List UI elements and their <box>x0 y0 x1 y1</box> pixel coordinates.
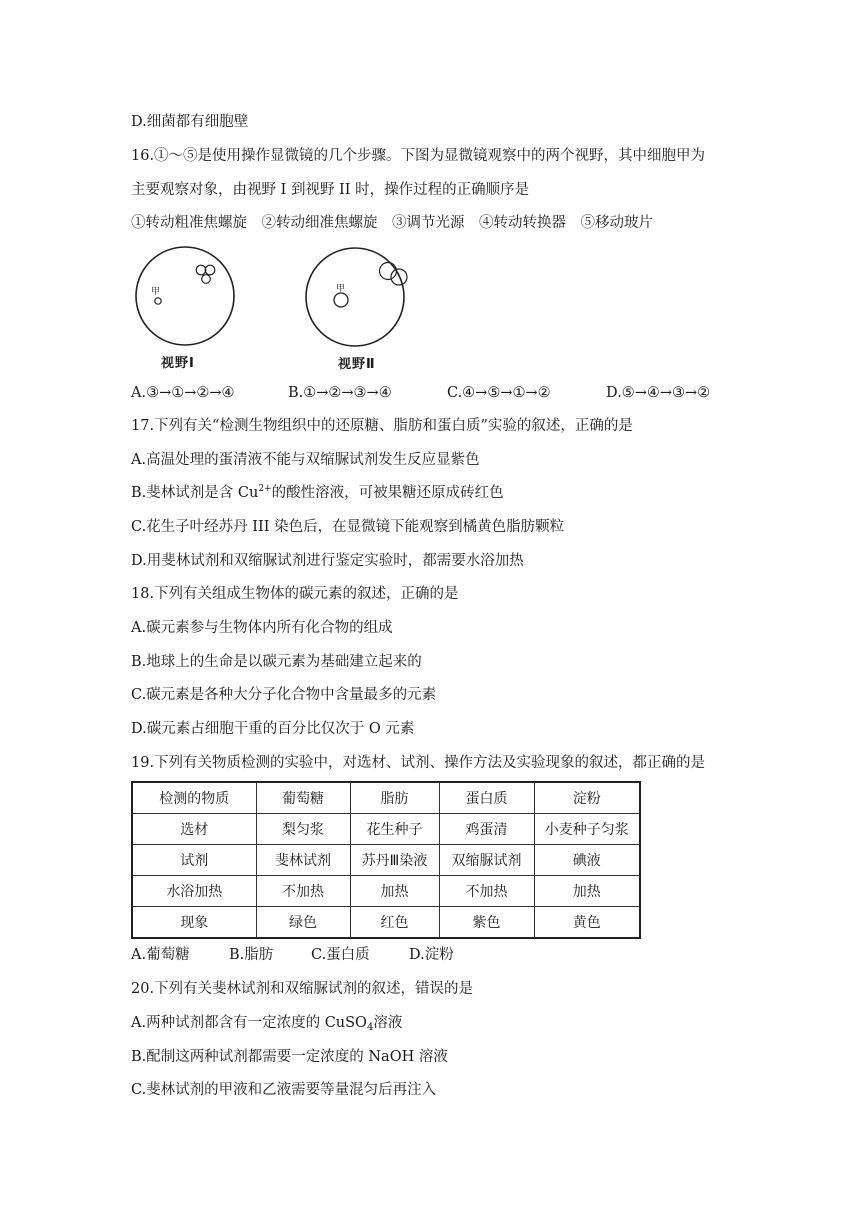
question-15-option-d: D.细菌都有细胞壁 <box>131 114 249 130</box>
table-cell: 苏丹Ⅲ染液 <box>350 845 439 876</box>
table-cell: 水浴加热 <box>132 876 256 907</box>
question-19-option[interactable]: C.蛋白质 <box>311 947 370 963</box>
table-header-cell: 脂肪 <box>350 782 439 814</box>
table-header-row <box>132 782 640 814</box>
question-19-option[interactable]: B.脂肪 <box>229 947 274 963</box>
field-1-label: 视野Ⅰ <box>161 356 195 371</box>
table-cell: 斐林试剂 <box>256 845 350 876</box>
question-16-option[interactable]: D.⑤→④→③→② <box>606 385 711 401</box>
question-19-option[interactable]: A.葡萄糖 <box>131 947 190 963</box>
question-18-option-a[interactable]: A.碳元素参与生物体内所有化合物的组成 <box>131 620 393 636</box>
table-cell: 花生种子 <box>350 814 439 845</box>
field-1-cell <box>202 275 211 284</box>
table-header-cell: 蛋白质 <box>439 782 534 814</box>
table-cell: 梨匀浆 <box>256 814 350 845</box>
table-header-cell: 淀粉 <box>534 782 640 814</box>
question-19-options <box>131 945 454 965</box>
field-1-cell <box>205 265 215 275</box>
question-18-option-c[interactable]: C.碳元素是各种大分子化合物中含量最多的元素 <box>131 687 437 703</box>
question-20-option-a[interactable] <box>131 1013 402 1033</box>
option-a-text: A.两种试剂都含有一定浓度的 CuSO <box>131 1015 367 1031</box>
option-b-text: B.斐林试剂是含 Cu <box>131 485 259 501</box>
table-cell: 加热 <box>350 876 439 907</box>
question-17-option-b[interactable] <box>131 483 504 503</box>
table-cell: 鸡蛋清 <box>439 814 534 845</box>
question-16-stem-continued: 主要观察对象，由视野 I 到视野 II 时，操作过程的正确顺序是 <box>131 182 530 198</box>
table-header-cell: 检测的物质 <box>132 782 256 814</box>
table-cell: 不加热 <box>256 876 350 907</box>
field-1-cell-jia <box>155 298 161 304</box>
table-cell: 不加热 <box>439 876 534 907</box>
table-row <box>132 814 640 845</box>
table-row <box>132 907 640 939</box>
question-16-option[interactable]: C.④→⑤→①→② <box>447 385 551 401</box>
question-18-stem: 18.下列有关组成生物体的碳元素的叙述，正确的是 <box>131 586 459 602</box>
question-17-option-c[interactable]: C.花生子叶经苏丹 III 染色后，在显微镜下能观察到橘黄色脂肪颗粒 <box>131 519 565 535</box>
table-cell: 绿色 <box>256 907 350 939</box>
field-2-cell-jia <box>334 293 348 307</box>
question-17-option-a[interactable]: A.高温处理的蛋清液不能与双缩脲试剂发生反应显紫色 <box>131 452 480 468</box>
table-cell: 选材 <box>132 814 256 845</box>
field-2-cell-label: 甲 <box>336 284 346 294</box>
question-17-option-d[interactable]: D.用斐林试剂和双缩脲试剂进行鉴定实验时，都需要水浴加热 <box>131 553 524 569</box>
field-2-label: 视野Ⅱ <box>338 357 376 372</box>
table-cell: 现象 <box>132 907 256 939</box>
question-16-option[interactable]: A.③→①→②→④ <box>131 385 235 401</box>
table-row <box>132 845 640 876</box>
table-cell: 小麦种子匀浆 <box>534 814 640 845</box>
question-19-stem: 19.下列有关物质检测的实验中，对选材、试剂、操作方法及实验现象的叙述，都正确的是 <box>131 755 706 771</box>
table-cell: 紫色 <box>439 907 534 939</box>
table-cell: 黄色 <box>534 907 640 939</box>
table-cell: 试剂 <box>132 845 256 876</box>
table-cell: 碘液 <box>534 845 640 876</box>
table-cell: 红色 <box>350 907 439 939</box>
table-header-cell: 葡萄糖 <box>256 782 350 814</box>
question-20-option-c[interactable]: C.斐林试剂的甲液和乙液需要等量混匀后再注入 <box>131 1082 437 1098</box>
field-1-cell-label: 甲 <box>151 287 161 297</box>
question-20-stem: 20.下列有关斐林试剂和双缩脲试剂的叙述，错误的是 <box>131 981 474 997</box>
question-16-steps: ①转动粗准焦螺旋 ②转动细准焦螺旋 ③调节光源 ④转动转换器 ⑤移动玻片 <box>131 215 653 231</box>
question-16-stem: 16.①～⑤是使用操作显微镜的几个步骤。下图为显微镜观察中的两个视野，其中细胞甲为 <box>131 148 706 164</box>
question-16-option[interactable]: B.①→②→③→④ <box>288 385 392 401</box>
field-1-cell <box>196 265 206 275</box>
question-18-option-b[interactable]: B.地球上的生命是以碳元素为基础建立起来的 <box>131 654 422 670</box>
question-18-option-d[interactable]: D.碳元素占细胞干重的百分比仅次于 O 元素 <box>131 721 415 737</box>
option-b-text-continued: 的酸性溶液，可被果糖还原成砖红色 <box>271 485 504 501</box>
charge-superscript: 2+ <box>258 484 272 494</box>
question-19-option[interactable]: D.淀粉 <box>409 947 454 963</box>
table-row <box>132 876 640 907</box>
table-cell: 加热 <box>534 876 640 907</box>
question-17-stem: 17.下列有关“检测生物组织中的还原糖、脂肪和蛋白质”实验的叙述，正确的是 <box>131 418 633 434</box>
question-20-option-b[interactable]: B.配制这两种试剂都需要一定浓度的 NaOH 溶液 <box>131 1049 448 1065</box>
question-16-options <box>131 383 710 403</box>
experiment-table <box>131 781 641 939</box>
option-a-text-continued: 溶液 <box>373 1015 403 1031</box>
table-cell: 双缩脲试剂 <box>439 845 534 876</box>
formula-subscript: 4 <box>366 1022 374 1033</box>
microscope-fields-figure <box>131 244 431 374</box>
